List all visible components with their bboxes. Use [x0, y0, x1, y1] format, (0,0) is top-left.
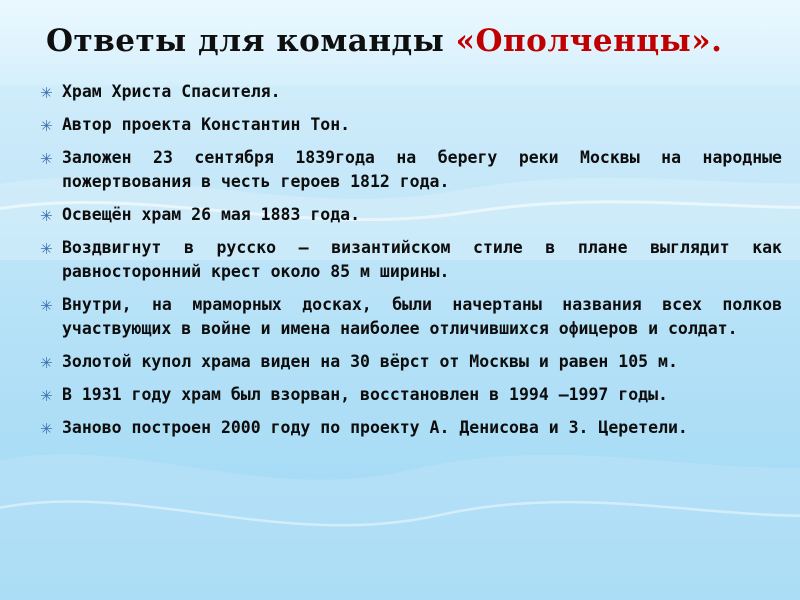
list-item — [30, 383, 782, 407]
list-item-text: Освещён храм 26 мая 1883 года. — [62, 205, 361, 224]
list-item — [30, 113, 782, 137]
bullet-icon: ✳ — [40, 354, 53, 372]
bullet-icon: ✳ — [40, 387, 53, 405]
list-item-text: Автор проекта Константин Тон. — [62, 115, 351, 134]
bullet-icon: ✳ — [40, 150, 53, 168]
bullet-icon: ✳ — [40, 117, 53, 135]
content-area — [30, 80, 782, 449]
list-item-text: Храм Христа Спасителя. — [62, 82, 281, 101]
list-item-text: Золотой купол храма виден на 30 вёрст от Москвы и равен 105 м. — [62, 352, 678, 371]
list-item — [30, 80, 782, 104]
list-item — [30, 293, 782, 341]
list-item — [30, 236, 782, 284]
bullet-icon: ✳ — [40, 420, 53, 438]
list-item — [30, 203, 782, 227]
page-title-main: Ответы для команды — [46, 23, 456, 59]
page-title — [46, 22, 770, 60]
list-item-text: Внутри, на мраморных досках, были начертаны названия всех полков участвующих в войне и имена наиболее отличившихся офицеров и солдат. — [62, 295, 782, 338]
bullet-icon: ✳ — [40, 84, 53, 102]
page-title-accent: «Ополченцы». — [455, 23, 723, 59]
bullet-icon: ✳ — [40, 297, 53, 315]
list-item-text: Заложен 23 сентября 1839года на берегу реки Москвы на народные пожертвования в честь героев 1812 года. — [62, 148, 782, 191]
list-item-text: В 1931 году храм был взорван, восстановлен в 1994 –1997 годы. — [62, 385, 668, 404]
list-item-text: Заново построен 2000 году по проекту А. Денисова и З. Церетели. — [62, 418, 688, 437]
bullet-icon: ✳ — [40, 240, 53, 258]
list-item — [30, 350, 782, 374]
bullet-icon: ✳ — [40, 207, 53, 225]
bullet-list — [30, 80, 782, 440]
list-item-text: Воздвигнут в русско – византийском стиле в плане выглядит как равносторонний крест около 85 м ширины. — [62, 238, 782, 281]
list-item — [30, 416, 782, 440]
list-item — [30, 146, 782, 194]
